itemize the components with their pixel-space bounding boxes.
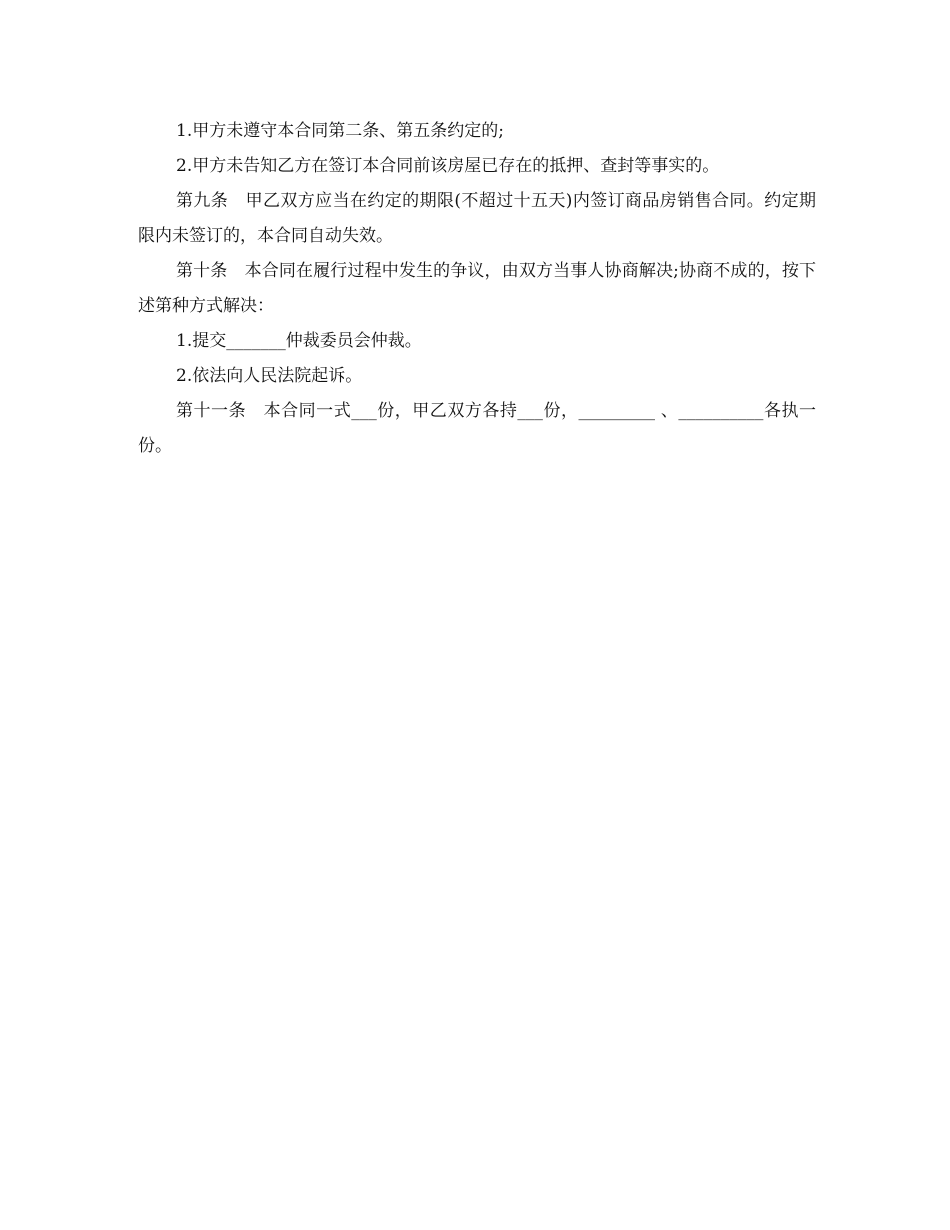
article-10: 第十条 本合同在履行过程中发生的争议，由双方当事人协商解决;协商不成的，按下述第种方式解决： [138, 261, 816, 316]
clause-item-2: 2.甲方未告知乙方在签订本合同前该房屋已存在的抵押、查封等事实的。 [176, 156, 720, 176]
article-11: 第十一条 本合同一式___份，甲乙双方各持___份，_________ 、__________各执一份。 [138, 401, 816, 456]
article-9: 第九条 甲乙双方应当在约定的期限(不超过十五天)内签订商品房销售合同。约定期限内未签订的，本合同自动失效。 [138, 191, 816, 246]
dispute-option-2: 2.依法向人民法院起诉。 [176, 366, 363, 386]
document-body [138, 114, 816, 464]
clause-item-1: 1.甲方未遵守本合同第二条、第五条约定的; [176, 121, 504, 141]
dispute-option-1: 1.提交_______仲裁委员会仲裁。 [176, 331, 422, 351]
